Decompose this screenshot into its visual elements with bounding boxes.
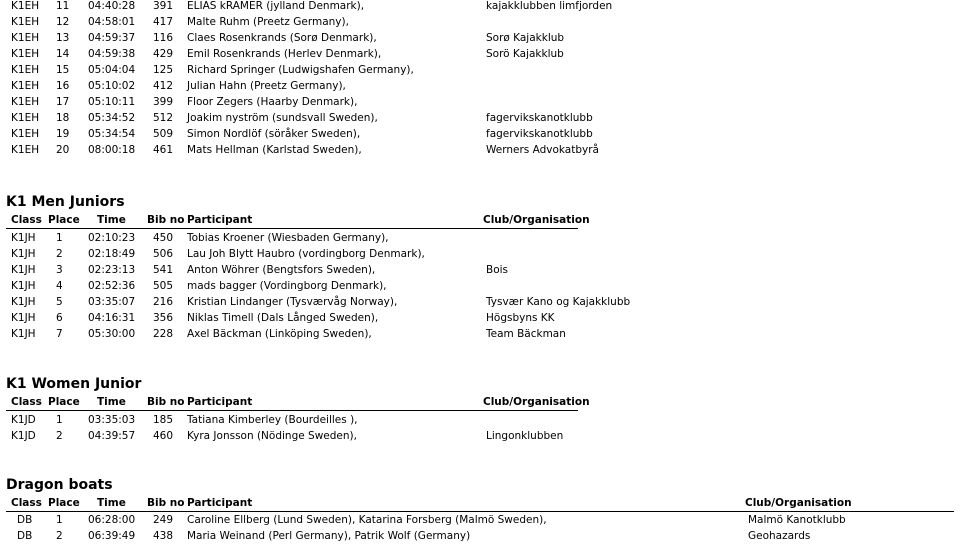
cell-time: 05:10:11	[88, 96, 136, 108]
cell-place: 4	[56, 280, 63, 292]
cell-cls: K1EH	[11, 128, 40, 140]
cell-time: 05:10:02	[88, 80, 136, 92]
cell-place: 2	[56, 430, 63, 442]
cell-bib: 412	[153, 80, 174, 92]
cell-place: 13	[56, 32, 70, 44]
cell-bib: 505	[153, 280, 174, 292]
header-rule	[6, 228, 578, 229]
cell-cls: K1EH	[11, 16, 40, 28]
cell-bib: 228	[153, 328, 174, 340]
cell-cls: K1EH	[11, 96, 40, 108]
cell-bib: 399	[153, 96, 174, 108]
cell-place: 1	[56, 232, 63, 244]
cell-club: fagervikskanotklubb	[486, 112, 593, 124]
cell-place: 6	[56, 312, 63, 324]
cell-participant: Axel Bäckman (Linköping Sweden),	[187, 328, 372, 340]
cell-club: Tysvær Kano og Kajakklubb	[486, 296, 631, 308]
header-rule	[6, 410, 578, 411]
cell-bib: 438	[153, 530, 174, 542]
cell-time: 02:10:23	[88, 232, 136, 244]
cell-time: 02:23:13	[88, 264, 136, 276]
cell-club: kajakklubben limfjorden	[486, 0, 613, 12]
cell-place: 11	[56, 0, 70, 12]
cell-time: 04:39:57	[88, 430, 136, 442]
section-title-women-junior: K1 Women Junior	[6, 376, 142, 392]
section-title-dragon-boats: Dragon boats	[6, 477, 113, 493]
header-class: Class	[11, 214, 42, 226]
header-bib: Bib no	[147, 396, 185, 408]
cell-place: 17	[56, 96, 70, 108]
header-participant: Participant	[187, 214, 253, 226]
cell-place: 7	[56, 328, 63, 340]
cell-place: 2	[56, 248, 63, 260]
cell-participant: Lau Joh Blytt Haubro (vordingborg Denmark),	[187, 248, 425, 260]
cell-participant: Julian Hahn (Preetz Germany),	[187, 80, 346, 92]
cell-club: Lingonklubben	[486, 430, 564, 442]
cell-club: Werners Advokatbyrå	[486, 144, 599, 156]
cell-cls: K1EH	[11, 80, 40, 92]
section-title-men-juniors: K1 Men Juniors	[6, 194, 125, 210]
cell-time: 03:35:03	[88, 414, 136, 426]
cell-cls: K1JH	[11, 328, 36, 340]
cell-participant: ELIAS kRAMER (jylland Denmark),	[187, 0, 365, 12]
cell-cls: K1JH	[11, 296, 36, 308]
header-bib: Bib no	[147, 497, 185, 509]
header-bib: Bib no	[147, 214, 185, 226]
cell-place: 2	[56, 530, 63, 542]
cell-bib: 460	[153, 430, 174, 442]
cell-participant: Mats Hellman (Karlstad Sweden),	[187, 144, 362, 156]
cell-time: 04:59:38	[88, 48, 136, 60]
cell-participant: Anton Wöhrer (Bengtsfors Sweden),	[187, 264, 376, 276]
cell-cls: K1EH	[11, 144, 40, 156]
cell-time: 05:04:04	[88, 64, 136, 76]
cell-bib: 391	[153, 0, 174, 12]
cell-cls: K1JH	[11, 312, 36, 324]
cell-time: 08:00:18	[88, 144, 136, 156]
header-participant: Participant	[187, 497, 253, 509]
cell-bib: 125	[153, 64, 174, 76]
cell-cls: K1EH	[11, 64, 40, 76]
cell-participant: mads bagger (Vordingborg Denmark),	[187, 280, 387, 292]
cell-bib: 506	[153, 248, 174, 260]
cell-place: 14	[56, 48, 70, 60]
cell-cls: DB	[17, 530, 33, 542]
cell-participant: Claes Rosenkrands (Sorø Denmark),	[187, 32, 377, 44]
cell-bib: 417	[153, 16, 174, 28]
cell-bib: 541	[153, 264, 174, 276]
header-place: Place	[48, 396, 80, 408]
header-class: Class	[11, 497, 42, 509]
cell-time: 06:39:49	[88, 530, 136, 542]
header-class: Class	[11, 396, 42, 408]
cell-participant: Tatiana Kimberley (Bourdeilles ),	[187, 414, 358, 426]
cell-place: 5	[56, 296, 63, 308]
cell-club: Malmö Kanotklubb	[748, 514, 846, 526]
cell-time: 04:40:28	[88, 0, 136, 12]
cell-place: 3	[56, 264, 63, 276]
cell-participant: Kristian Lindanger (Tysværvåg Norway),	[187, 296, 398, 308]
cell-time: 05:30:00	[88, 328, 136, 340]
cell-participant: Simon Nordlöf (söråker Sweden),	[187, 128, 361, 140]
cell-cls: K1JH	[11, 280, 36, 292]
cell-bib: 116	[153, 32, 174, 44]
header-time: Time	[97, 214, 126, 226]
cell-club: Geohazards	[748, 530, 811, 542]
cell-time: 03:35:07	[88, 296, 136, 308]
cell-time: 06:28:00	[88, 514, 136, 526]
cell-place: 16	[56, 80, 70, 92]
cell-bib: 509	[153, 128, 174, 140]
cell-time: 02:18:49	[88, 248, 136, 260]
cell-place: 19	[56, 128, 70, 140]
header-participant: Participant	[187, 396, 253, 408]
cell-bib: 249	[153, 514, 174, 526]
cell-cls: DB	[17, 514, 33, 526]
cell-bib: 461	[153, 144, 174, 156]
header-time: Time	[97, 396, 126, 408]
cell-club: Team Bäckman	[486, 328, 566, 340]
header-club: Club/Organisation	[745, 497, 852, 509]
cell-place: 18	[56, 112, 70, 124]
cell-time: 04:16:31	[88, 312, 136, 324]
cell-participant: Tobias Kroener (Wiesbaden Germany),	[187, 232, 389, 244]
header-club: Club/Organisation	[483, 214, 590, 226]
cell-bib: 185	[153, 414, 174, 426]
cell-club: fagervikskanotklubb	[486, 128, 593, 140]
cell-cls: K1EH	[11, 48, 40, 60]
header-place: Place	[48, 214, 80, 226]
cell-bib: 216	[153, 296, 174, 308]
cell-time: 05:34:52	[88, 112, 136, 124]
header-place: Place	[48, 497, 80, 509]
cell-cls: K1JD	[11, 430, 36, 442]
cell-participant: Kyra Jonsson (Nödinge Sweden),	[187, 430, 357, 442]
cell-cls: K1JD	[11, 414, 36, 426]
cell-cls: K1EH	[11, 112, 40, 124]
cell-time: 04:58:01	[88, 16, 136, 28]
cell-bib: 512	[153, 112, 174, 124]
cell-time: 04:59:37	[88, 32, 136, 44]
cell-participant: Niklas Timell (Dals Långed Sweden),	[187, 312, 379, 324]
cell-time: 02:52:36	[88, 280, 136, 292]
cell-participant: Caroline Ellberg (Lund Sweden), Katarina Forsberg (Malmö Sweden),	[187, 514, 547, 526]
cell-club: Sorø Kajakklub	[486, 32, 565, 44]
cell-place: 12	[56, 16, 70, 28]
cell-participant: Malte Ruhm (Preetz Germany),	[187, 16, 349, 28]
header-time: Time	[97, 497, 126, 509]
cell-bib: 429	[153, 48, 174, 60]
cell-cls: K1JH	[11, 264, 36, 276]
cell-participant: Joakim nyström (sundsvall Sweden),	[187, 112, 378, 124]
cell-participant: Floor Zegers (Haarby Denmark),	[187, 96, 358, 108]
cell-place: 20	[56, 144, 70, 156]
cell-participant: Richard Springer (Ludwigshafen Germany),	[187, 64, 414, 76]
header-club: Club/Organisation	[483, 396, 590, 408]
cell-bib: 356	[153, 312, 174, 324]
cell-cls: K1EH	[11, 0, 40, 12]
cell-club: Bois	[486, 264, 509, 276]
cell-cls: K1JH	[11, 248, 36, 260]
cell-place: 1	[56, 414, 63, 426]
cell-time: 05:34:54	[88, 128, 136, 140]
cell-club: Sorö Kajakklub	[486, 48, 564, 60]
cell-place: 15	[56, 64, 70, 76]
cell-cls: K1EH	[11, 32, 40, 44]
cell-cls: K1JH	[11, 232, 36, 244]
cell-bib: 450	[153, 232, 174, 244]
cell-club: Högsbyns KK	[486, 312, 555, 324]
cell-place: 1	[56, 514, 63, 526]
cell-participant: Emil Rosenkrands (Herlev Denmark),	[187, 48, 382, 60]
cell-participant: Maria Weinand (Perl Germany), Patrik Wolf (Germany)	[187, 530, 471, 542]
